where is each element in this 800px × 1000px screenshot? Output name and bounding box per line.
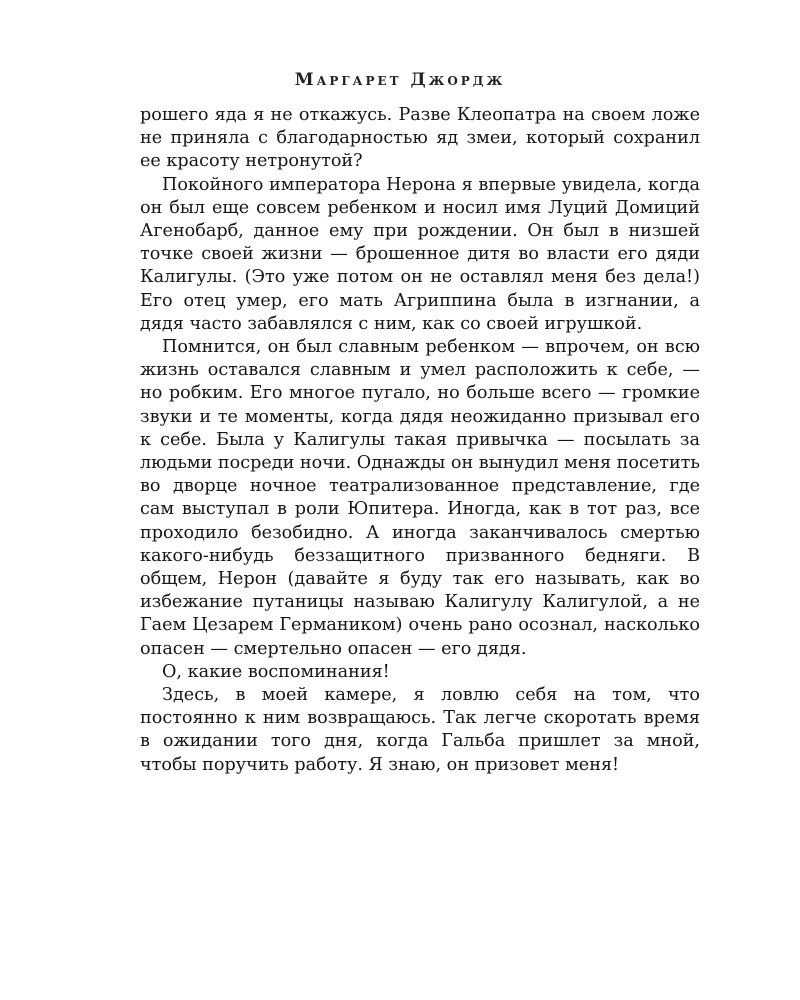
- paragraph-1: рошего яда я не откажусь. Разве Клеопатра на своем ложе не приняла с благодарностью яд змеи, который сохранил ее красоту нетронутой?: [140, 105, 700, 172]
- paragraph-2: Покойного императора Нерона я впервые увидела, когда он был еще совсем ребенком и носил имя Луций Домиций Агенобарб, данное ему при рождении. Он был в низшей точке своей жизни — брошенное дитя во власти его дяди Калигулы. (Это уже потом он не оставлял меня без дела!) Его отец умер, его мать Агриппина была в изгнании, а дядя часто забавлялся с ним, как со своей игрушкой.: [140, 174, 700, 334]
- running-head-author: Маргарет Джордж: [294, 70, 506, 90]
- paragraph-5: Здесь, в моей камере, я ловлю себя на том, что постоянно к ним возвращаюсь. Так легче скоротать время в ожидании того дня, когда Гальба пришлет за мной, чтобы поручить работу. Я знаю, он призовет меня!: [140, 685, 700, 775]
- paragraph-3: Помнится, он был славным ребенком — впрочем, он всю жизнь оставался славным и умел расположить к себе, — но робким. Его многое пугало, но больше всего — громкие звуки и те моменты, когда дядя неожиданно призывал его к себе. Была у Калигулы такая привычка — посылать за людьми посреди ночи. Однажды он вынудил меня посетить во дворце ночное театрализованное представление, где сам выступал в роли Юпитера. Иногда, как в тот раз, все проходило безобидно. А иногда заканчивалось смертью какого-нибудь беззащитного призванного бедняги. В общем, Нерон (давайте я буду так его называть, как во избежание путаницы называю Калигулу Калигулой, а не Гаем Цезарем Германиком) очень рано осознал, насколько опасен — смертельно опасен — его дядя.: [140, 337, 700, 659]
- body-text: [140, 104, 700, 777]
- paragraph-4: О, какие воспоминания!: [162, 661, 390, 682]
